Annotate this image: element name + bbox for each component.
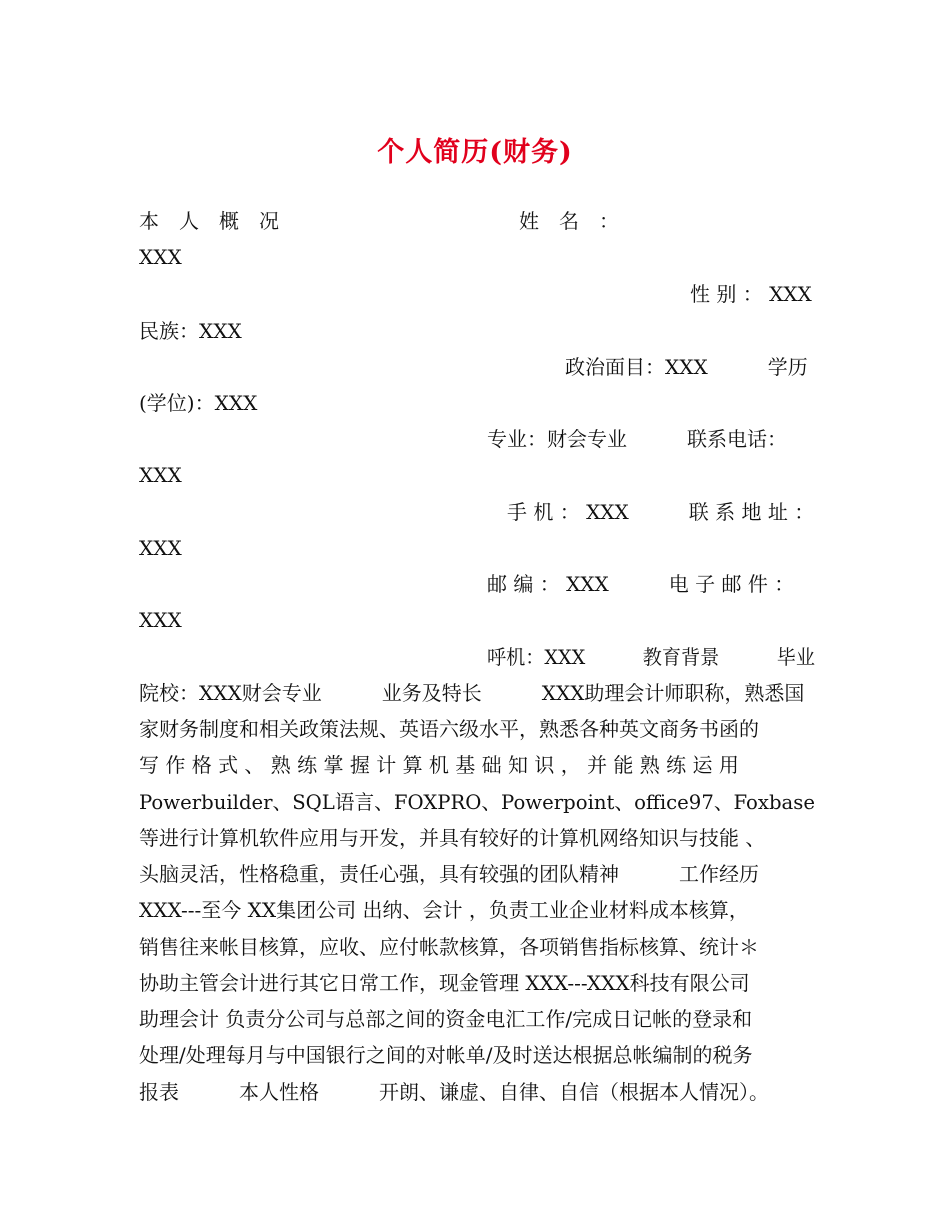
text-line-23: 助理会计 负责分公司与总部之间的资金电汇工作/完成日记帐的登录和 xyxy=(139,1007,753,1031)
text-line-4: 民族：XXX xyxy=(139,319,242,343)
text-line-20: XXX---至今 XX集团公司 出纳、会计 ，负责工业企业材料成本核算， xyxy=(139,898,749,922)
text-line-13: 呼机：XXX 教育背景 毕业 xyxy=(487,645,816,669)
text-line-11: 邮 编 ： XXX 电 子 邮 件 ： xyxy=(487,572,795,596)
text-line-1: 本 人 概 况 姓 名 ： xyxy=(139,209,619,233)
text-line-8: XXX xyxy=(139,463,182,487)
text-line-15: 家财务制度和相关政策法规、英语六级水平，熟悉各种英文商务书函的 xyxy=(139,717,759,741)
text-line-2: XXX xyxy=(139,245,182,269)
text-line-25: 报表 本人性格 开朗、谦虚、自律、自信（根据本人情况）。 xyxy=(139,1080,769,1104)
text-line-3: 性 别 ： XXX xyxy=(690,282,812,306)
text-line-16: 写 作 格 式 、 熟 练 掌 握 计 算 机 基 础 知 识 ， 并 能 熟 练 运 用 xyxy=(139,753,739,777)
text-line-24: 处理/处理每月与中国银行之间的对帐单/及时送达根据总帐编制的税务 xyxy=(139,1043,753,1067)
text-line-6: (学位)：XXX xyxy=(139,391,258,415)
text-line-12: XXX xyxy=(139,608,182,632)
text-line-18: 等进行计算机软件应用与开发，并具有较好的计算机网络知识与技能 、 xyxy=(139,826,766,850)
text-line-7: 专业：财会专业 联系电话： xyxy=(487,427,787,451)
text-line-14: 院校：XXX财会专业 业务及特长 XXX助理会计师职称，熟悉国 xyxy=(139,681,805,705)
text-line-10: XXX xyxy=(139,536,182,560)
text-line-21: 销售往来帐目核算，应收、应付帐款核算，各项销售指标核算、统计＊ xyxy=(139,935,759,959)
text-line-17: Powerbuilder、SQL语言、FOXPRO、Powerpoint、office97、Foxbase xyxy=(139,790,816,814)
document-title: 个人简历(财务) xyxy=(377,137,573,168)
text-line-9: 手 机 ： XXX 联 系 地 址 ： xyxy=(507,500,815,524)
text-line-22: 协助主管会计进行其它日常工作，现金管理 XXX---XXX科技有限公司 xyxy=(139,971,750,995)
text-line-19: 头脑灵活，性格稳重，责任心强，具有较强的团队精神 工作经历 xyxy=(139,862,759,886)
text-line-5: 政治面目：XXX 学历 xyxy=(565,355,808,379)
